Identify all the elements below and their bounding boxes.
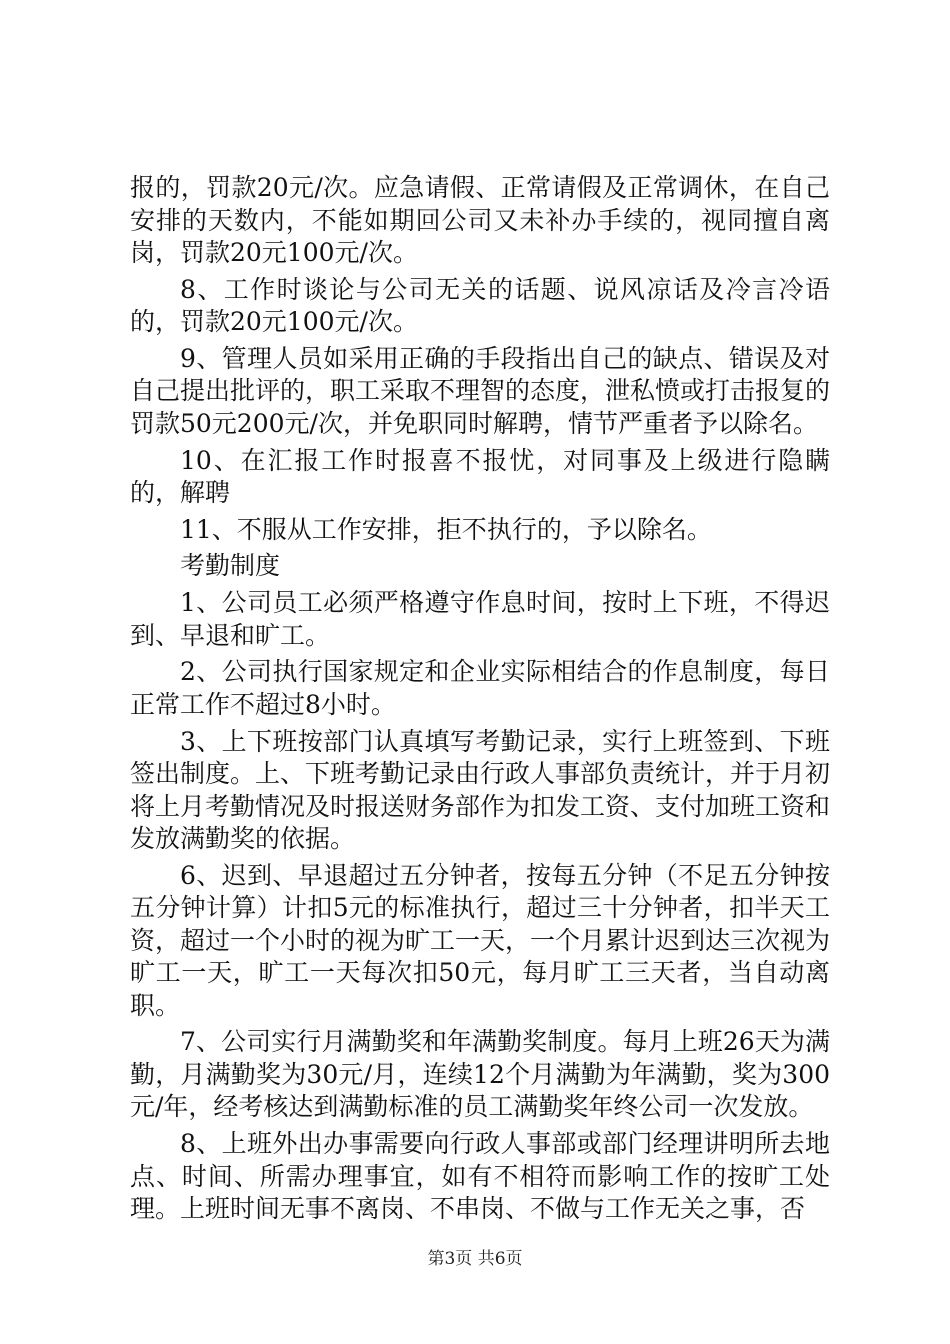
page-number-footer: 第3页 共6页 bbox=[427, 1249, 523, 1269]
paragraph-attendance-7: 7、公司实行月满勤奖和年满勤奖制度。每月上班26天为满勤，月满勤奖为30元/月，连续12个月满勤为年满勤，奖为300元/年，经考核达到满勤标准的员工满勤奖年终公司一次发放。 bbox=[130, 1027, 830, 1122]
paragraph-attendance-2: 2、公司执行国家规定和企业实际相结合的作息制度，每日正常工作不超过8小时。 bbox=[130, 657, 830, 719]
paragraph-item-11: 11、不服从工作安排，拒不执行的，予以除名。 bbox=[180, 514, 712, 544]
paragraph-item-9: 9、管理人员如采用正确的手段指出自己的缺点、错误及对自己提出批评的，职工采取不理智的态度，泄私愤或打击报复的罚款50元200元/次，并免职同时解聘，情节严重者予以除名。 bbox=[130, 343, 831, 438]
paragraph-continuation: 报的，罚款20元/次。应急请假、正常请假及正常调休，在自己安排的天数内，不能如期回公司又未补办手续的，视同擅自离岗，罚款20元100元/次。 bbox=[130, 173, 830, 267]
paragraph-item-10: 10、在汇报工作时报喜不报忧，对同事及上级进行隐瞒的，解聘 bbox=[130, 445, 830, 508]
section-heading-attendance: 考勤制度 bbox=[180, 551, 281, 581]
paragraph-item-8: 8、工作时谈论与公司无关的话题、说风凉话及冷言冷语的，罚款20元100元/次。 bbox=[130, 274, 830, 337]
paragraph-attendance-8: 8、上班外出办事需要向行政人事部或部门经理讲明所去地点、时间、所需办理事宜，如有不相符而影响工作的按旷工处理。上班时间无事不离岗、不串岗、不做与工作无关之事，否 bbox=[130, 1129, 830, 1224]
paragraph-attendance-6: 6、迟到、早退超过五分钟者，按每五分钟（不足五分钟按五分钟计算）计扣5元的标准执行，超过三十分钟者，扣半天工资，超过一个小时的视为旷工一天，一个月累计迟到达三次视为旷工一天，旷工一天每次扣50元，每月旷工三天者，当自动离职。 bbox=[130, 860, 831, 1020]
paragraph-attendance-1: 1、公司员工必须严格遵守作息时间，按时上下班，不得迟到、早退和旷工。 bbox=[130, 588, 830, 650]
paragraph-attendance-3: 3、上下班按部门认真填写考勤记录，实行上班签到、下班签出制度。上、下班考勤记录由行政人事部负责统计，并于月初将上月考勤情况及时报送财务部作为扣发工资、支付加班工资和发放满勤奖的依据。 bbox=[130, 726, 831, 853]
document-body bbox=[130, 172, 830, 1230]
